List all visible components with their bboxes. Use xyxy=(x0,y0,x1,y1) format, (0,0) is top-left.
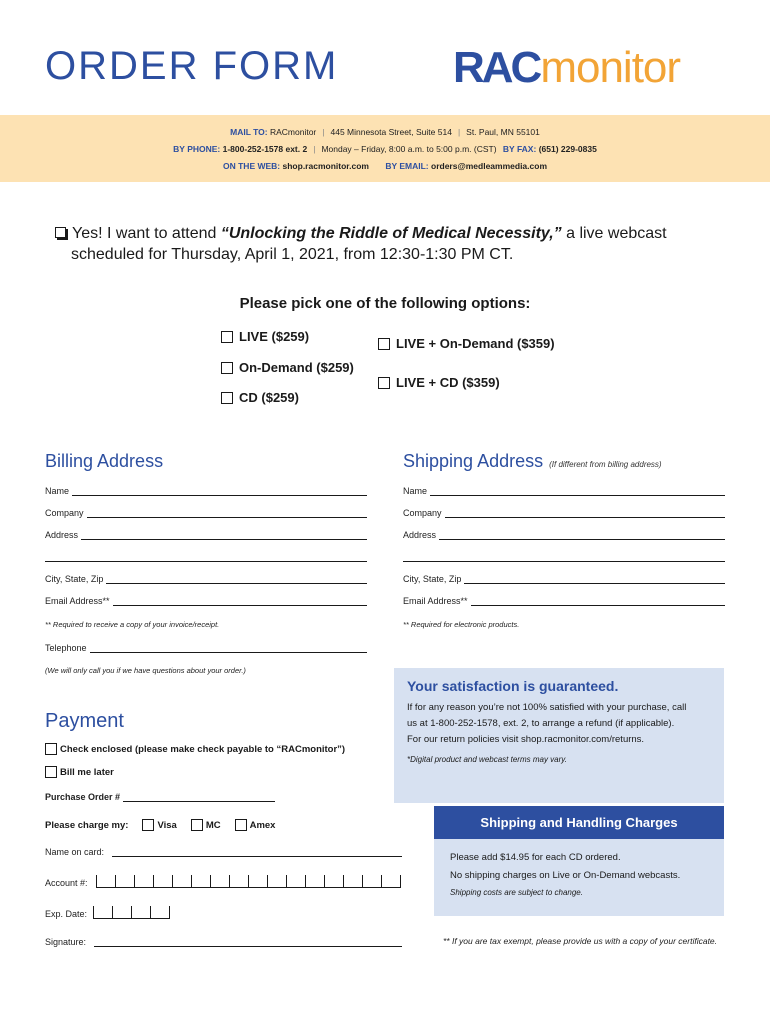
mail-street: 445 Minnesota Street, Suite 514 xyxy=(330,127,452,137)
attend-checkbox[interactable] xyxy=(55,227,66,238)
shipping-heading xyxy=(403,451,662,472)
tax-exempt-note: ** If you are tax exempt, please provide us with a copy of your certificate. xyxy=(443,936,718,946)
shipping-charges-box xyxy=(434,806,724,916)
field-label: Email Address** xyxy=(45,596,110,606)
logo-rac-text: RAC xyxy=(453,43,540,92)
racmonitor-logo xyxy=(453,44,680,92)
billing-city-field[interactable] xyxy=(45,573,367,584)
charge-row xyxy=(45,819,275,831)
mail-name: RACmonitor xyxy=(269,127,317,137)
telephone-note: (We will only call you if we have questions about your order.) xyxy=(45,666,246,675)
mail-line xyxy=(0,127,770,137)
phone-number: 1-800-252-1578 ext. 2 xyxy=(222,144,308,154)
exp-date-field[interactable] xyxy=(45,906,170,919)
satisfaction-heading: Your satisfaction is guaranteed. xyxy=(407,678,619,694)
amex-label: Amex xyxy=(249,819,276,831)
field-label: Email Address** xyxy=(403,596,468,606)
shipping-charges-heading: Shipping and Handling Charges xyxy=(434,806,724,839)
separator: | xyxy=(313,144,316,154)
attend-suffix: a live webcast xyxy=(561,225,667,242)
option-cd[interactable] xyxy=(221,390,299,405)
account-cells[interactable] xyxy=(96,875,401,888)
field-line[interactable] xyxy=(445,507,725,518)
phone-line xyxy=(0,144,770,154)
payment-bill-option[interactable] xyxy=(45,766,114,778)
field-line[interactable] xyxy=(87,507,367,518)
mc-label: MC xyxy=(205,819,221,831)
option-label: CD ($259) xyxy=(239,390,299,405)
billing-email-note: ** Required to receive a copy of your invoice/receipt. xyxy=(45,620,220,629)
option-live[interactable] xyxy=(221,329,309,344)
checkbox[interactable] xyxy=(221,362,233,374)
phone-label: BY PHONE: xyxy=(173,144,221,154)
shipping-heading-note: (If different from billing address) xyxy=(549,460,662,469)
option-label: LIVE + On-Demand ($359) xyxy=(396,336,555,351)
options-heading: Please pick one of the following options: xyxy=(239,295,531,312)
logo-monitor-text: monitor xyxy=(540,43,681,92)
field-line[interactable] xyxy=(94,936,402,947)
field-label: Signature: xyxy=(45,937,87,947)
field-line[interactable] xyxy=(72,485,367,496)
mail-city: St. Paul, MN 55101 xyxy=(466,127,540,137)
field-label: Exp. Date: xyxy=(45,909,88,919)
field-label: Purchase Order # xyxy=(45,792,121,802)
field-label: City, State, Zip xyxy=(45,574,104,584)
checkbox[interactable] xyxy=(45,743,57,755)
separator: | xyxy=(322,127,325,137)
checkbox[interactable] xyxy=(378,377,390,389)
fax-number: (651) 229-0835 xyxy=(538,144,597,154)
billing-heading: Billing Address xyxy=(45,451,164,471)
shipping-name-field[interactable] xyxy=(403,485,725,496)
email-address[interactable]: orders@medleammedia.com xyxy=(431,161,547,171)
separator: | xyxy=(457,127,461,137)
fax-label: BY FAX: xyxy=(502,144,537,154)
purchase-order-field[interactable] xyxy=(45,791,275,802)
billing-address-field[interactable] xyxy=(45,529,367,540)
mc-checkbox[interactable] xyxy=(191,819,203,831)
shipping-address-line2[interactable] xyxy=(403,561,725,562)
email-label: BY EMAIL: xyxy=(385,161,429,171)
satisfaction-box xyxy=(394,668,724,803)
field-label: City, State, Zip xyxy=(403,574,462,584)
shipping-charges-line1: Please add $14.95 for each CD ordered. xyxy=(450,852,621,863)
field-label: Account #: xyxy=(45,878,88,888)
field-line[interactable] xyxy=(90,642,367,653)
option-label: LIVE + CD ($359) xyxy=(396,375,500,390)
payment-check-option[interactable] xyxy=(45,743,345,755)
visa-label: Visa xyxy=(157,819,177,831)
field-label: Company xyxy=(45,508,84,518)
checkbox[interactable] xyxy=(378,338,390,350)
attend-statement xyxy=(55,223,735,265)
shipping-company-field[interactable] xyxy=(403,507,725,518)
billing-name-field[interactable] xyxy=(45,485,367,496)
field-line[interactable] xyxy=(106,573,367,584)
event-title: “Unlocking the Riddle of Medical Necessity,” xyxy=(220,225,562,242)
satisfaction-note: *Digital product and webcast terms may vary. xyxy=(407,755,567,764)
field-label: Company xyxy=(403,508,442,518)
option-label: LIVE ($259) xyxy=(239,329,310,344)
field-line[interactable] xyxy=(430,485,725,496)
charge-label: Please charge my: xyxy=(45,819,129,831)
field-line[interactable] xyxy=(471,595,725,606)
field-line[interactable] xyxy=(112,846,402,857)
satisfaction-line3: For our return policies visit shop.racmonitor.com/returns. xyxy=(407,734,645,745)
option-live-cd[interactable] xyxy=(378,375,500,390)
phone-hours: Monday – Friday, 8:00 a.m. to 5:00 p.m. (CST) xyxy=(321,144,497,154)
billing-telephone-field[interactable] xyxy=(45,642,367,653)
billing-company-field[interactable] xyxy=(45,507,367,518)
web-url[interactable]: shop.racmonitor.com xyxy=(282,161,369,171)
shipping-city-field[interactable] xyxy=(403,573,725,584)
attend-schedule: scheduled for Thursday, April 1, 2021, from 12:30-1:30 PM CT. xyxy=(71,246,514,263)
shipping-email-note: ** Required for electronic products. xyxy=(403,620,520,629)
shipping-address-field[interactable] xyxy=(403,529,725,540)
billing-address-line2[interactable] xyxy=(45,561,367,562)
visa-checkbox[interactable] xyxy=(142,819,154,831)
payment-heading: Payment xyxy=(45,710,124,732)
field-line[interactable] xyxy=(113,595,367,606)
satisfaction-line1: If for any reason you’re not 100% satisfied with your purchase, call xyxy=(407,702,687,713)
page-title: ORDER FORM xyxy=(45,44,339,88)
web-line xyxy=(0,161,770,171)
name-on-card-field[interactable] xyxy=(45,846,402,857)
signature-field[interactable] xyxy=(45,936,402,947)
checkbox[interactable] xyxy=(45,766,57,778)
field-label: Name xyxy=(403,486,428,496)
shipping-email-field[interactable] xyxy=(403,595,725,606)
contact-band xyxy=(0,115,770,182)
shipping-heading-text: Shipping Address xyxy=(403,451,544,471)
satisfaction-line2: us at 1-800-252-1578, ext. 2, to arrange a refund (if applicable). xyxy=(407,718,675,729)
account-field[interactable] xyxy=(45,875,401,888)
checkbox[interactable] xyxy=(221,331,233,343)
option-label: Bill me later xyxy=(60,766,114,778)
option-label: On-Demand ($259) xyxy=(239,360,354,375)
field-line[interactable] xyxy=(81,529,367,540)
field-label: Telephone xyxy=(45,643,87,653)
field-label: Address xyxy=(45,530,79,540)
field-label: Name xyxy=(45,486,70,496)
shipping-charges-note: Shipping costs are subject to change. xyxy=(450,888,583,897)
mail-label: MAIL TO: xyxy=(230,127,268,137)
attend-prefix: Yes! I want to attend xyxy=(72,225,221,242)
option-on-demand[interactable] xyxy=(221,360,354,375)
shipping-charges-line2: No shipping charges on Live or On-Demand webcasts. xyxy=(450,870,681,881)
web-label: ON THE WEB: xyxy=(223,161,281,171)
checkbox[interactable] xyxy=(221,392,233,404)
field-line[interactable] xyxy=(123,791,275,802)
billing-email-field[interactable] xyxy=(45,595,367,606)
field-line[interactable] xyxy=(464,573,725,584)
field-label: Name on card: xyxy=(45,847,105,857)
amex-checkbox[interactable] xyxy=(235,819,247,831)
option-label: Check enclosed (please make check payable to “RACmonitor”) xyxy=(60,743,346,755)
field-line[interactable] xyxy=(439,529,725,540)
field-label: Address xyxy=(403,530,437,540)
exp-date-cells[interactable] xyxy=(93,906,170,919)
option-live-on-demand[interactable] xyxy=(378,336,555,351)
